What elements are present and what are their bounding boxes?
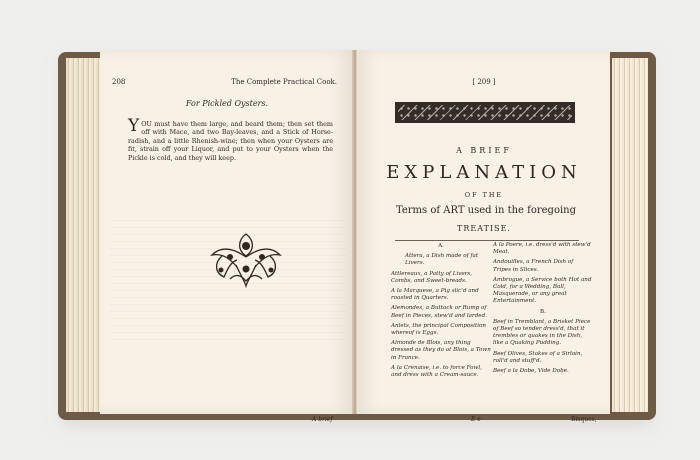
section-a-heading: A. <box>438 243 444 249</box>
glossary-entry: Attlereaux, a Patty of Livers, Combs, and Sweet-breads. <box>391 270 473 284</box>
title-line-a-brief: A BRIEF <box>456 146 512 155</box>
right-page-edges <box>612 58 648 412</box>
glossary-right-column <box>493 242 593 378</box>
glossary-entry: Beef Olives, Stakes of a Sirloin, roll'd and stuff'd. <box>493 350 583 364</box>
decorative-headband <box>395 102 575 123</box>
left-running-head: The Complete Practical Cook. <box>231 78 337 86</box>
pickled-oysters-paragraph: YOU must have them large, and beard them; then set them off with Mace, and two Bay-leaves, and a Stick of Horse-radish, and a little Rhenish-wine; then when your Oysters are fit, strain off your Liquor, and put to your Oysters when the Pickle is cold, and they will keep. <box>128 116 333 162</box>
signature-mark: E e <box>471 416 481 423</box>
glossary-entry: Almonde de Blois, any thing dressed as they do at Blois, a Town in France. <box>391 340 491 361</box>
glossary-entry: Andouilles, a French Dish of Tripes in Slices. <box>493 259 574 273</box>
pickled-oysters-title: For Pickled Oysters. <box>185 99 269 108</box>
title-line-terms-of-art: Terms of ART used in the foregoing <box>395 205 577 216</box>
left-page-number: 208 <box>112 78 126 86</box>
title-line-treatise: TREATISE. <box>457 224 511 233</box>
glossary-entry: Beef in Tremblant, a Brisket Piece of Beef so tender dress'd, that it trembles or quakes in the Dish, like a Quaking Pudding. <box>493 318 591 347</box>
glossary-entry: A la Poere, i.e. dress'd with stew'd Meat. <box>493 242 591 256</box>
left-page-header <box>112 78 337 86</box>
glossary-entry: Beef a la Dobe, Vide Dobe. <box>493 368 569 375</box>
glossary-entry: Attera, a Dish made of fat Livers. <box>405 253 479 267</box>
glossary-entry: Anlets, the principal Composition whereof is Eggs. <box>391 322 486 337</box>
right-page <box>356 50 610 423</box>
title-rule <box>395 240 579 241</box>
glossary-entry: A la Crenaise, i.e. to force Fowl, and dress with a Cream-sauce. <box>391 364 482 379</box>
glossary-entry: Ambrogue, a Service both Hot and Cold, for a Wedding, Ball, Masquerade, or any great Entertainment. <box>493 276 592 305</box>
title-line-explanation: EXPLANATION <box>386 162 582 183</box>
section-b-heading: B. <box>540 308 546 315</box>
right-catchword: Bisques, <box>571 416 597 423</box>
glossary-entry: Alemondes, a Buttock or Rump of Beef in Pieces, stew'd and larded. <box>391 305 487 319</box>
left-catchword: A brief <box>312 416 333 423</box>
floral-ornament-icon <box>202 226 290 290</box>
left-page <box>100 50 354 423</box>
glossary-entry: A la Marquese, a Pig slic'd and roasted in Quarters. <box>391 288 479 302</box>
glossary-left-column <box>391 242 491 382</box>
right-page-number: [ 209 ] <box>472 78 496 86</box>
title-line-of-the: OF THE <box>464 191 504 199</box>
